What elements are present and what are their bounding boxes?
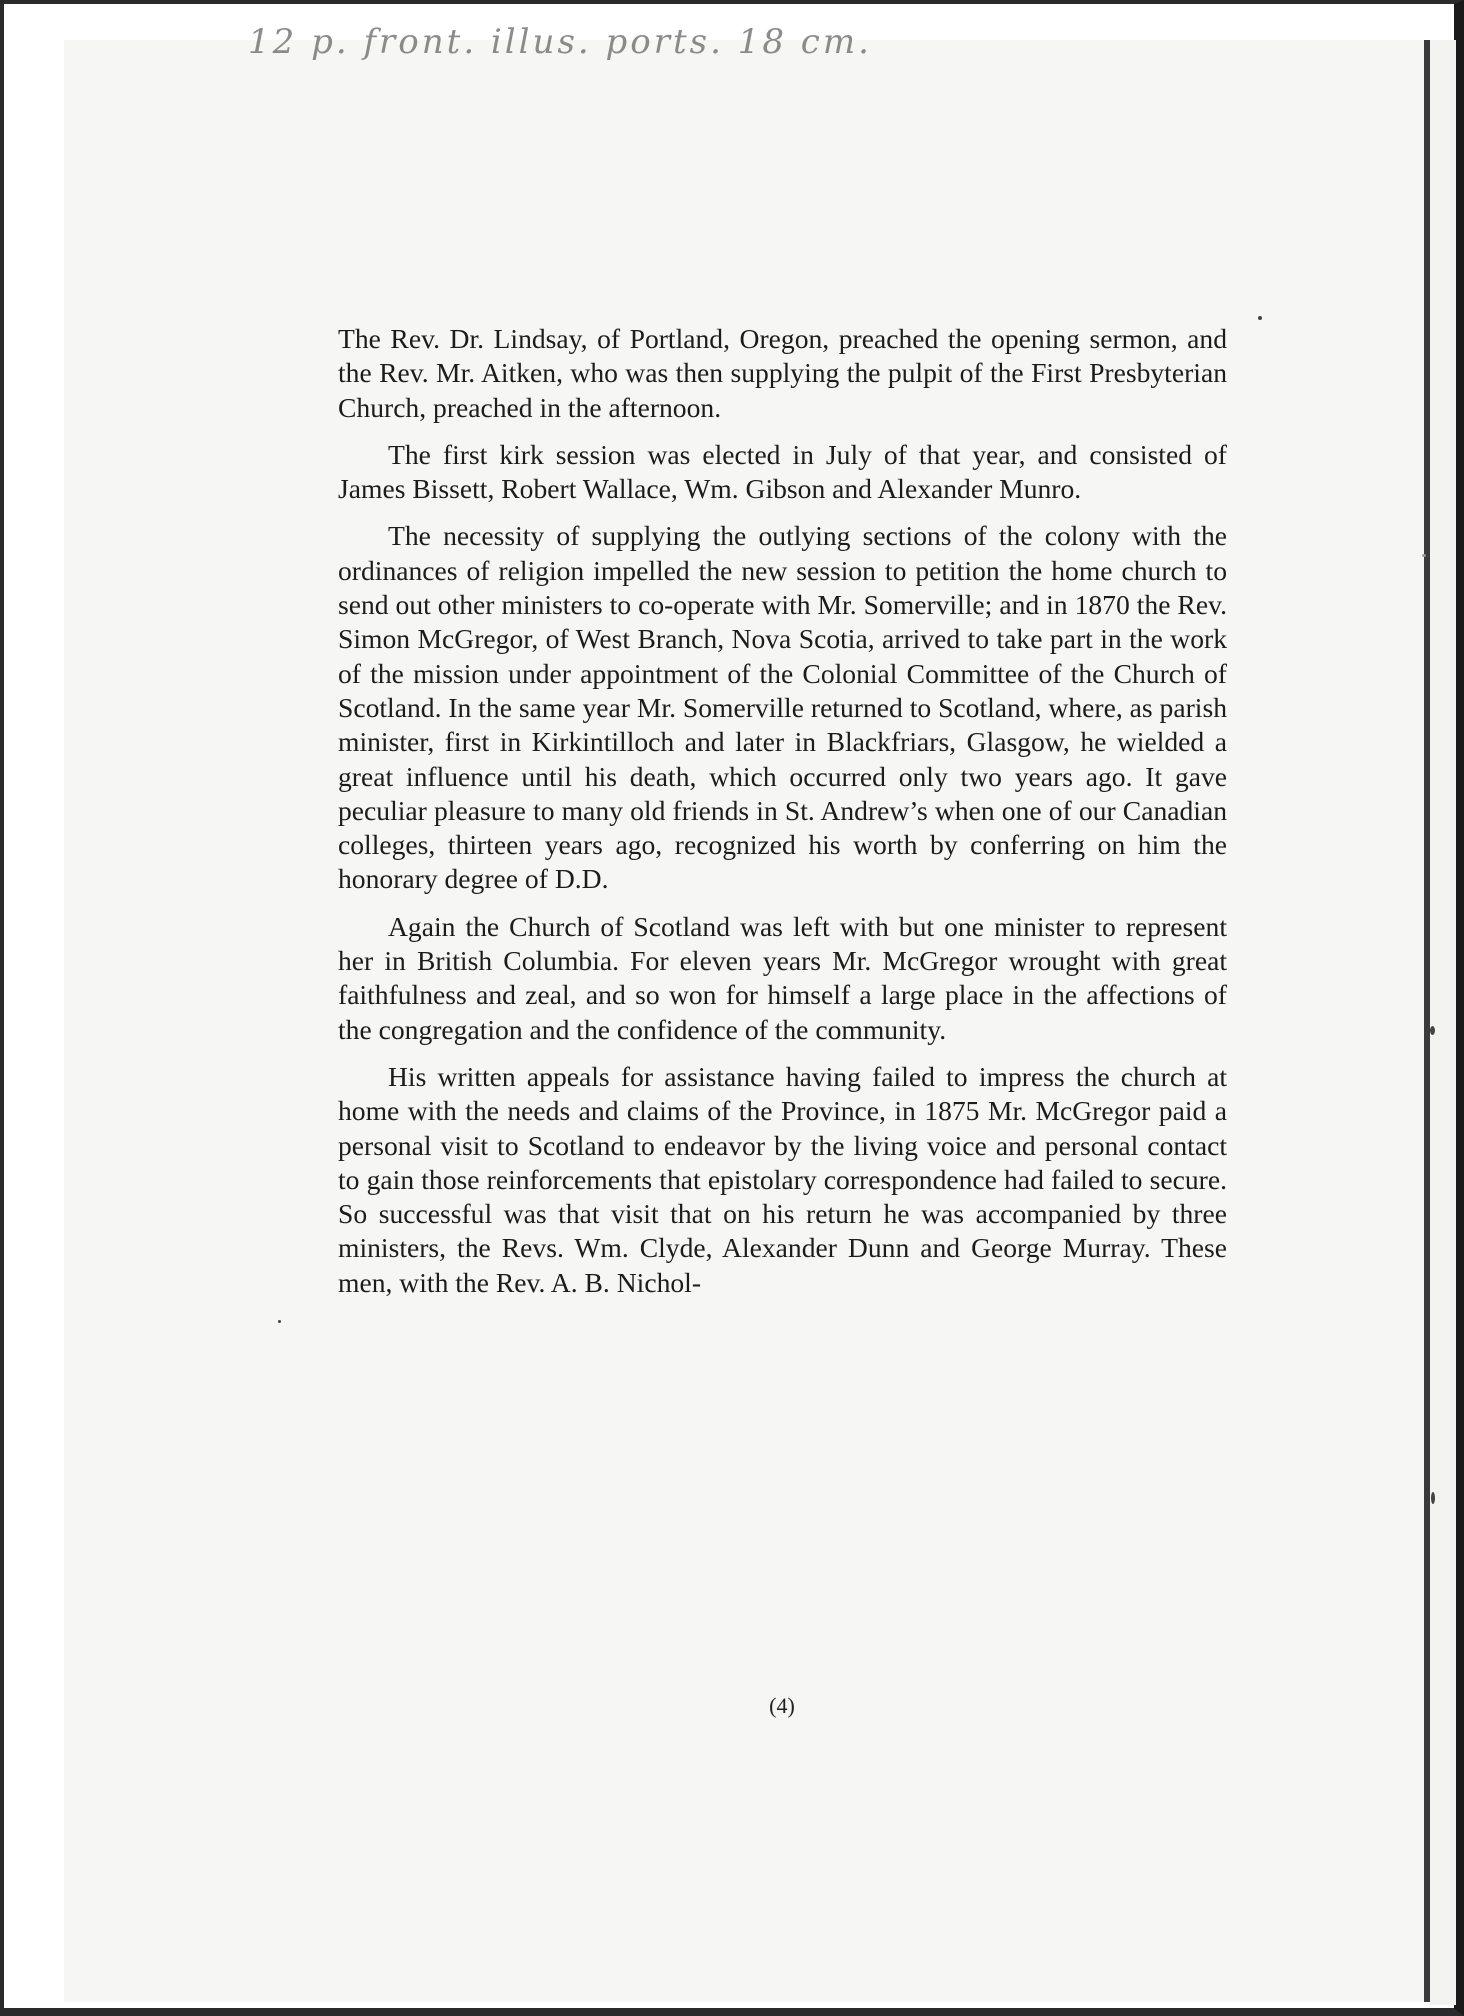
scan-speck <box>1431 1492 1435 1504</box>
body-text <box>338 322 1227 1313</box>
page-number: (4) <box>769 1693 795 1718</box>
scan-speck <box>1430 1026 1435 1035</box>
scan-speck <box>1422 554 1426 557</box>
paragraph-1: The Rev. Dr. Lindsay, of Portland, Oregon, preached the opening sermon, and the Rev. Mr. Aitken, who was then supplying the pulpit of the First Presbyterian Church, preached in the afternoon. <box>338 323 1227 423</box>
paragraph-5: His written appeals for assistance having failed to impress the church at home with the needs and claims of the Province, in 1875 Mr. McGregor paid a personal visit to Scotland to endeavor by the living voice and personal contact to gain those reinforcements that epistolary correspondence had failed to secure. So successful was that visit that on his return he was accompanied by three ministers, the Revs. Wm. Clyde, Alexander Dunn and George Murray. These men, with the Rev. A. B. Nichol- <box>338 1060 1227 1298</box>
handwritten-note: 12 p. front. illus. ports. 18 cm. <box>248 22 872 62</box>
paragraph-4: Again the Church of Scotland was left with but one minister to represent her in British Columbia. For eleven years Mr. McGregor wrought with great faithfulness and zeal, and so won for himself a large place in the affections of the congregation and the confidence of the community. <box>338 910 1227 1045</box>
adjacent-page-edge <box>1430 40 1456 2005</box>
paragraph-2: The first kirk session was elected in July of that year, and consisted of James Bissett, Robert Wallace, Wm. Gibson and Alexander Munro. <box>338 438 1227 505</box>
paragraph-3: The necessity of supplying the outlying sections of the colony with the ordinances of religion impelled the new session to petition the home church to send out other ministers to co-operate with Mr. Somerville; and in 1870 the Rev. Simon McGregor, of West Branch, Nova Scotia, arrived to take part in the work of the mission under appointment of the Colonial Committee of the Church of Scotland. In the same year Mr. Somerville returned to Scotland, where, as parish minister, first in Kirkintilloch and later in Blackfriars, Glasgow, he wielded a great influence until his death, which occurred only two years ago. It gave peculiar pleasure to many old friends in St. Andrew’s when one of our Canadian colleges, thirteen years ago, recognized his worth by conferring on him the honorary degree of D.D. <box>338 520 1227 895</box>
scan-speck <box>278 1320 281 1323</box>
scan-speck <box>1258 316 1262 320</box>
